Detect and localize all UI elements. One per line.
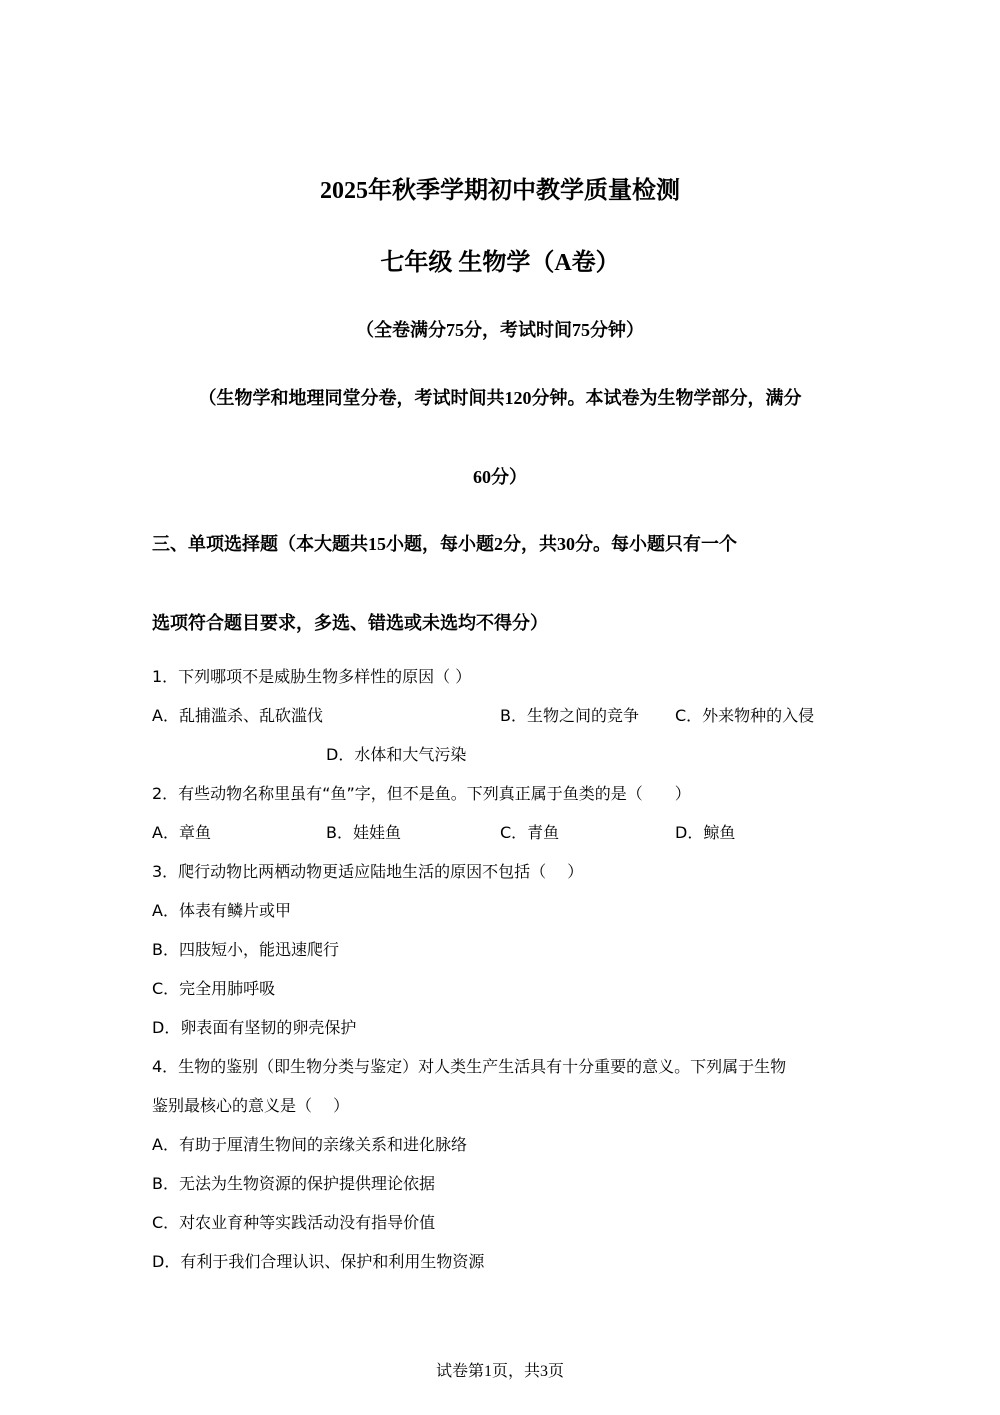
exam-title: 2025年秋季学期初中教学质量检测 [320, 178, 680, 204]
question-3-option-c: C．完全用肺呼吸 [152, 979, 276, 998]
exam-subtitle: 七年级 生物学（A卷） [380, 250, 620, 276]
question-2-stem: 2．有些动物名称里虽有“鱼”字，但不是鱼。下列真正属于鱼类的是（ ） [152, 784, 691, 803]
question-4-stem-line1: 4．生物的鉴别（即生物分类与鉴定）对人类生产生活具有十分重要的意义。下列属于生物 [152, 1057, 787, 1076]
question-2-option-c: C．青鱼 [500, 823, 560, 842]
question-4-option-d: D．有利于我们合理认识、保护和利用生物资源 [152, 1252, 485, 1271]
question-3-option-b: B．四肢短小，能迅速爬行 [152, 940, 339, 959]
question-3-stem: 3．爬行动物比两栖动物更适应陆地生活的原因不包括（ ） [152, 862, 584, 881]
question-4-option-c: C．对农业育种等实践活动没有指导价值 [152, 1213, 436, 1232]
question-1-stem: 1．下列哪项不是威胁生物多样性的原因（ ） [152, 667, 472, 686]
question-1-option-c: C．外来物种的入侵 [675, 706, 815, 725]
question-4-option-a: A．有助于厘清生物间的亲缘关系和进化脉络 [152, 1135, 467, 1154]
question-3-option-a: A．体表有鳞片或甲 [152, 901, 291, 920]
question-4-option-b: B．无法为生物资源的保护提供理论依据 [152, 1174, 435, 1193]
exam-info-note-line1: （生物学和地理同堂分卷，考试时间共120分钟。本试卷为生物学部分，满分 [198, 388, 802, 408]
question-2-option-d: D．鲸鱼 [675, 823, 736, 842]
question-1-option-a: A．乱捕滥杀、乱砍滥伐 [152, 706, 323, 725]
section-heading-line2: 选项符合题目要求，多选、错选或未选均不得分） [152, 613, 548, 633]
question-1-option-b: B．生物之间的竞争 [500, 706, 639, 725]
question-4-stem-line2: 鉴别最核心的意义是（ ） [152, 1096, 350, 1115]
question-2-option-a: A．章鱼 [152, 823, 211, 842]
exam-info-score-time: （全卷满分75分，考试时间75分钟） [356, 320, 644, 340]
section-heading-line1: 三、单项选择题（本大题共15小题，每小题2分，共30分。每小题只有一个 [152, 534, 737, 554]
question-1-option-d: D．水体和大气污染 [326, 745, 467, 764]
page-footer: 试卷第1页，共3页 [435, 1363, 564, 1380]
question-3-option-d: D．卵表面有坚韧的卵壳保护 [152, 1018, 357, 1037]
exam-info-note-line2: 60分） [473, 467, 527, 487]
question-2-option-b: B．娃娃鱼 [326, 823, 401, 842]
